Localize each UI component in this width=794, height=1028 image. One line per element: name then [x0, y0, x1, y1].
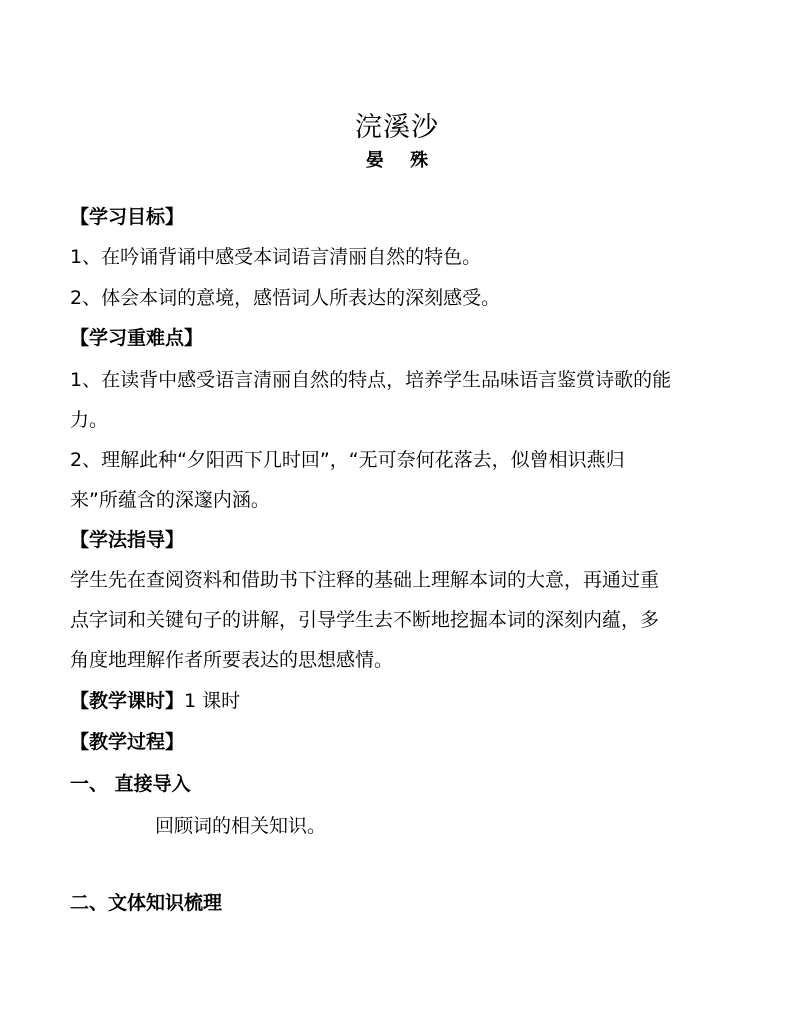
objective-1: 1、在吟诵背诵中感受本词语言清丽自然的特色。 [70, 246, 482, 268]
process-heading: 【教学过程】 [70, 731, 185, 753]
key-point-1-line-2: 力。 [70, 409, 109, 431]
objective-2: 2、体会本词的意境，感悟词人所表达的深刻感受。 [70, 287, 501, 309]
method-line-1: 学生先在查阅资料和借助书下注释的基础上理解本词的大意，再通过重 [70, 569, 660, 591]
method-line-2: 点字词和关键句子的讲解，引导学生去不断地挖掘本词的深刻内蕴，多 [70, 609, 660, 631]
objectives-heading: 【学习目标】 [70, 206, 185, 228]
hours-heading: 【教学课时】 [70, 690, 185, 712]
method-line-3: 角度地理解作者所要表达的思想感情。 [70, 649, 394, 671]
key-point-1-line-1: 1、在读背中感受语言清丽自然的特点，培养学生品味语言鉴赏诗歌的能 [70, 369, 672, 391]
hours-line [70, 687, 750, 715]
step-1-heading: 一、 直接导入 [70, 773, 191, 795]
key-point-2-line-1: 2、理解此种“夕阳西下几时回”，“无可奈何花落去，似曾相识燕归 [70, 449, 625, 471]
key-points-heading: 【学习重难点】 [70, 327, 204, 349]
hours-value: 1 课时 [184, 690, 241, 712]
step-1-body: 回顾词的相关知识。 [155, 815, 327, 837]
poem-title: 浣溪沙 [355, 112, 439, 143]
method-heading: 【学法指导】 [70, 529, 185, 551]
poem-author: 晏 殊 [365, 150, 439, 171]
step-2-heading: 二、文体知识梳理 [70, 892, 223, 914]
key-point-2-line-2: 来”所蕴含的深邃内涵。 [70, 489, 270, 511]
